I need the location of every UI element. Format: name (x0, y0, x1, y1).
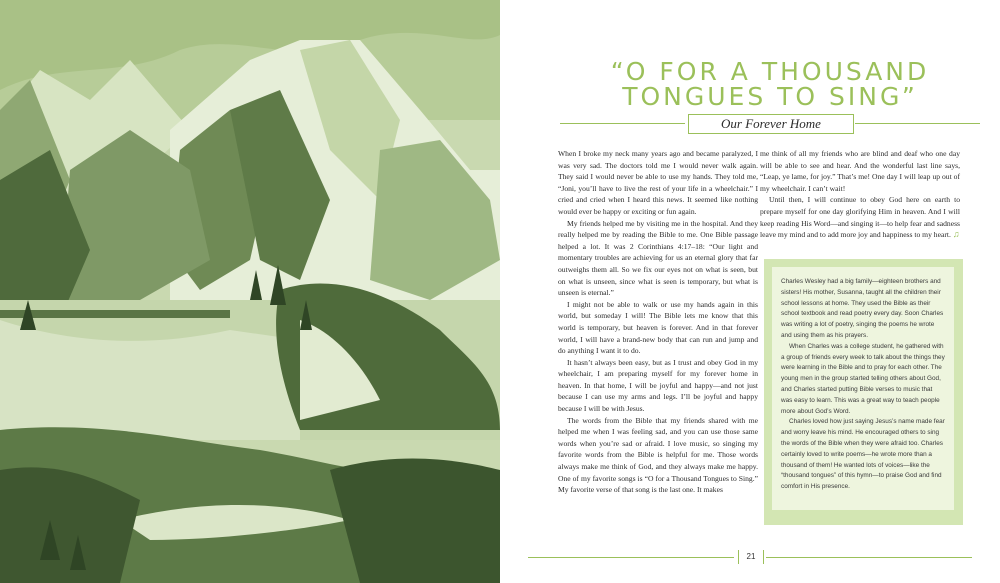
title-line-2: TONGUES TO SING” (622, 82, 918, 111)
sidebar-paragraph: Charles loved how just saying Jesus’s name made fear and worry leave his mind. He encouraged others to sing the words of the Bible when they were afraid too. Charles certainly loved to write poems—he wrote more than a thousand of them! He wanted lots of voices—like the “thousand tongues” of this hymn—to praise God and find comfort in His presence. (781, 418, 945, 491)
page-number: 21 (738, 550, 764, 564)
sidebar-box (764, 259, 963, 525)
paragraph: It hasn’t always been easy, but as I trust and obey God in my wheelchair, I am preparing myself for my forever home in heaven. In that home, I will be joyful and happy—and not just because I can use my arms and legs. I’ll be joyful and happy because I will be with Jesus. (558, 357, 758, 414)
music-note-icon: ♫ (952, 229, 960, 240)
text-page (500, 0, 1000, 583)
paragraph: My friends helped me by visiting me in the hospital. And they really helped me by reading the Bible to me. One Bible passage helped a lot. It was 2 Corinthians 4:17–18: “Our light and momentary troubles are achieving for us an eternal glory that far outweighs them all. So we fix our eyes not on what is seen, but on what is unseen, since what is seen is temporary, but what is unseen is eternal.” (558, 218, 758, 298)
paragraph-text: Until then, I will continue to obey God here on earth to prepare myself for one day glorifying Him in heaven. And I will keep reading His Word—and singing it—to help fear and sadness leave my mind and to add more joy and happiness to my heart. (760, 195, 960, 240)
paragraph: When I broke my neck many years ago and became paralyzed, I was very sad. The doctors told me I would never walk again. They said I would never be able to use my hands. They told me, “Joni, you’ll have to live the rest of your life in a wheelchair.” I cried and cried when I heard this news. It seemed like nothing would ever be happy or exciting or fun again. (558, 149, 758, 216)
subtitle-rule-left (560, 123, 685, 124)
title-line-1: “O FOR A THOUSAND (610, 57, 930, 86)
subtitle-banner (560, 114, 980, 134)
subtitle-rule-right (855, 123, 980, 124)
paragraph: I might not be able to walk or use my hands again in this world, but someday I will! The Bible lets me know that this world is temporary, but heaven is forever. And in that forever world, I will have a brand-new body that can run and jump and do anything I want it to do. (558, 299, 758, 356)
footer-rule-right (766, 557, 972, 558)
paragraph (760, 194, 960, 240)
sidebar-paragraph: When Charles was a college student, he gathered with a group of friends every week to talk about the things they were learning in the Bible and to pray for each other. The young men in the group started telling others about God, and Charles started putting Bible verses to music that was easy to learn. This was a great way to teach people more about God’s Word. (781, 342, 945, 415)
left-column (558, 148, 758, 496)
sidebar-paragraph: Charles Wesley had a big family—eighteen brothers and sisters! His mother, Susanna, taught all the children their school lessons at home. They used the Bible as their school textbook and read poetry every day. Soon Charles was writing a lot of poetry, singing the poems he wrote and using them as his prayers. (781, 278, 944, 339)
right-column (760, 148, 960, 241)
subtitle: Our Forever Home (688, 114, 854, 134)
paragraph: The words from the Bible that my friends shared with me helped me when I was feeling sad, and you can use those same words when you’re sad or afraid. I love music, so singing my favorite words from the Bible is helpful for me. Those words always make me think of God, and they always make me happy. One of my favorite songs is “O for a Thousand Tongues to Sing.” My favorite verse of that song is the last one. It makes (558, 415, 758, 495)
footer-rule-left (528, 557, 734, 558)
sidebar-content (772, 267, 954, 510)
paragraph: me think of all my friends who are blind and deaf who one day will be able to see and hear. And the wonderful last line says, “Leap, ye lame, for joy.” That’s me! One day I will leap up out of my wheelchair. I can’t wait! (760, 149, 960, 193)
